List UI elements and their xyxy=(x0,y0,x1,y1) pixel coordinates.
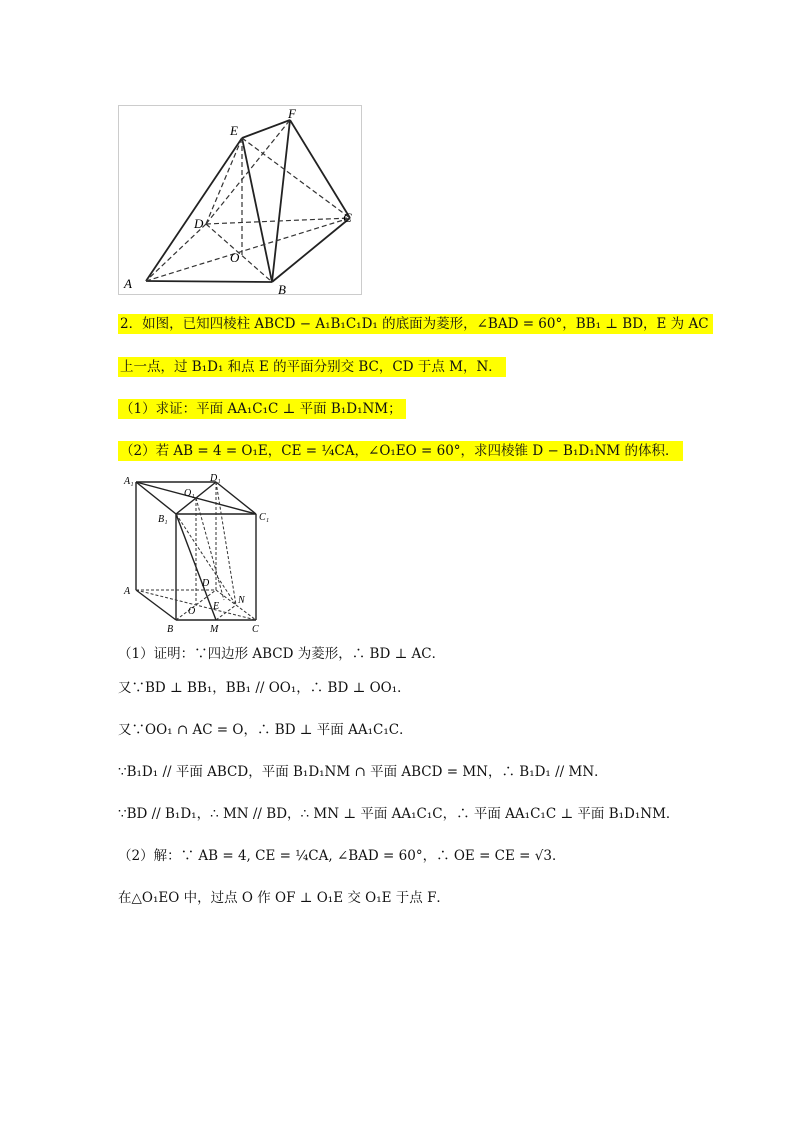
solution-line-6: （2）解：∵ AB = 4, CE = ¼CA, ∠BAD = 60°，∴ OE = CE = √3． xyxy=(118,848,566,864)
solution-line-5: ∵BD // B₁D₁，∴ MN // BD，∴ MN ⊥ 平面 AA₁C₁C，∴ 平面 AA₁C₁C ⊥ 平面 B₁D₁NM． xyxy=(118,806,680,822)
figure-solid-abcdef xyxy=(118,105,362,295)
label-E: E xyxy=(230,123,238,138)
solution-line-1: （1）证明：∵四边形 ABCD 为菱形，∴ BD ⊥ AC． xyxy=(118,646,446,662)
problem-line-1: 2．如图，已知四棱柱 ABCD − A₁B₁C₁D₁ 的底面为菱形，∠BAD = 60°，BB₁ ⊥ BD，E 为 AC xyxy=(118,313,713,335)
label-O: O xyxy=(230,250,240,265)
label-B1: B₁ xyxy=(158,514,168,525)
label-A: A xyxy=(124,586,131,597)
label-B: B xyxy=(278,282,286,295)
label-E: E xyxy=(213,601,220,612)
label-C: C xyxy=(252,624,259,635)
label-D: D xyxy=(202,578,210,589)
label-O1: O₁ xyxy=(184,488,195,499)
label-D1: D₁ xyxy=(210,473,221,484)
label-A1: A₁ xyxy=(124,476,134,487)
label-A: A xyxy=(124,276,132,291)
label-F: F xyxy=(288,106,296,121)
label-N: N xyxy=(238,595,245,606)
problem-part-1: （1）求证：平面 AA₁C₁C ⊥ 平面 B₁D₁NM； xyxy=(118,398,406,420)
problem-line-2: 上一点，过 B₁D₁ 和点 E 的平面分别交 BC，CD 于点 M，N． xyxy=(118,356,506,378)
label-D: D xyxy=(194,216,204,231)
label-O: O xyxy=(188,606,196,617)
solution-line-3: 又∵OO₁ ∩ AC = O，∴ BD ⊥ 平面 AA₁C₁C． xyxy=(118,722,413,738)
solution-line-7: 在△O₁EO 中，过点 O 作 OF ⊥ O₁E 交 O₁E 于点 F． xyxy=(118,890,450,906)
label-M: M xyxy=(210,624,219,635)
label-C1: C₁ xyxy=(259,512,270,523)
label-B: B xyxy=(167,624,174,635)
solution-line-2: 又∵BD ⊥ BB₁，BB₁ // OO₁，∴ BD ⊥ OO₁． xyxy=(118,680,411,696)
problem-part-2: （2）若 AB = 4 = O₁E，CE = ¼CA，∠O₁EO = 60°，求四棱锥 D − B₁D₁NM 的体积． xyxy=(118,440,683,462)
label-C: C xyxy=(343,210,352,225)
solution-line-4: ∵B₁D₁ // 平面 ABCD，平面 B₁D₁NM ∩ 平面 ABCD = MN，∴ B₁D₁ // MN． xyxy=(118,764,608,780)
figure-prism xyxy=(118,472,278,637)
